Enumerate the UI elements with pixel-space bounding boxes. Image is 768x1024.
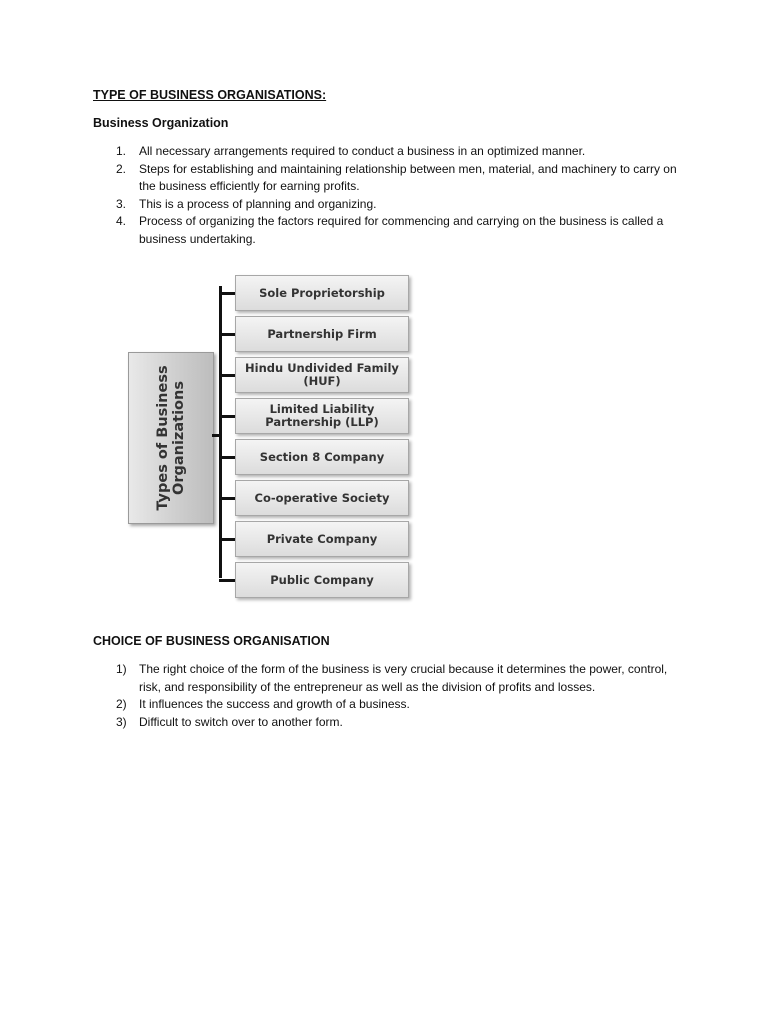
branch-connector <box>219 415 235 418</box>
list-item <box>93 143 683 161</box>
diagram-branch <box>117 562 425 599</box>
branch-connector <box>219 292 235 295</box>
choice-list <box>93 661 683 731</box>
node-private-company: Private Company <box>235 521 409 557</box>
list-item <box>93 213 683 248</box>
list-number: 1) <box>116 662 127 676</box>
section-subheading: Business Organization <box>93 116 229 130</box>
diagram-branch <box>117 398 425 435</box>
list-text: Steps for establishing and maintaining relationship between men, material, and machinery to carry on the business efficiently for earning profits. <box>139 161 677 193</box>
diagram-branch <box>117 439 425 476</box>
node-huf: Hindu Undivided Family (HUF) <box>235 357 409 393</box>
branch-connector <box>219 579 235 582</box>
diagram-branch <box>117 357 425 394</box>
list-number: 2) <box>116 697 127 711</box>
definition-list <box>93 143 683 248</box>
node-sole-proprietorship: Sole Proprietorship <box>235 275 409 311</box>
list-text: The right choice of the form of the business is very crucial because it determines the power, control, risk, and responsibility of the entrepreneur as well as the division of profits and losses. <box>139 662 668 694</box>
branch-connector <box>219 374 235 377</box>
branch-connector <box>219 497 235 500</box>
branch-connector <box>219 538 235 541</box>
organization-types-diagram <box>117 266 425 606</box>
list-text: Process of organizing the factors required for commencing and carrying on the business is called a business undertaking. <box>139 214 664 246</box>
list-text: This is a process of planning and organizing. <box>139 196 377 211</box>
list-item <box>93 714 683 732</box>
list-item <box>93 161 683 196</box>
list-number: 3. <box>116 196 127 211</box>
diagram-branch <box>117 316 425 353</box>
branch-connector <box>219 333 235 336</box>
list-text: Difficult to switch over to another form. <box>139 714 343 729</box>
diagram-root-label: Types of Business Organizations <box>155 365 187 511</box>
list-item <box>93 661 683 696</box>
diagram-branch <box>117 521 425 558</box>
node-cooperative-society: Co-operative Society <box>235 480 409 516</box>
list-number: 4. <box>116 214 127 228</box>
node-section-8-company: Section 8 Company <box>235 439 409 475</box>
choice-section-heading: CHOICE OF BUSINESS ORGANISATION <box>93 634 330 648</box>
node-partnership-firm: Partnership Firm <box>235 316 409 352</box>
node-public-company: Public Company <box>235 562 409 598</box>
diagram-branch <box>117 480 425 517</box>
page-heading: TYPE OF BUSINESS ORGANISATIONS: <box>93 88 327 102</box>
list-item <box>93 196 683 214</box>
list-text: All necessary arrangements required to conduct a business in an optimized manner. <box>139 144 586 158</box>
list-number: 2. <box>116 161 127 176</box>
list-number: 1. <box>116 144 127 158</box>
list-text: It influences the success and growth of a business. <box>139 697 410 711</box>
list-item <box>93 696 683 714</box>
branch-connector <box>219 456 235 459</box>
diagram-branch <box>117 275 425 312</box>
list-number: 3) <box>116 714 127 729</box>
node-llp: Limited Liability Partnership (LLP) <box>235 398 409 434</box>
